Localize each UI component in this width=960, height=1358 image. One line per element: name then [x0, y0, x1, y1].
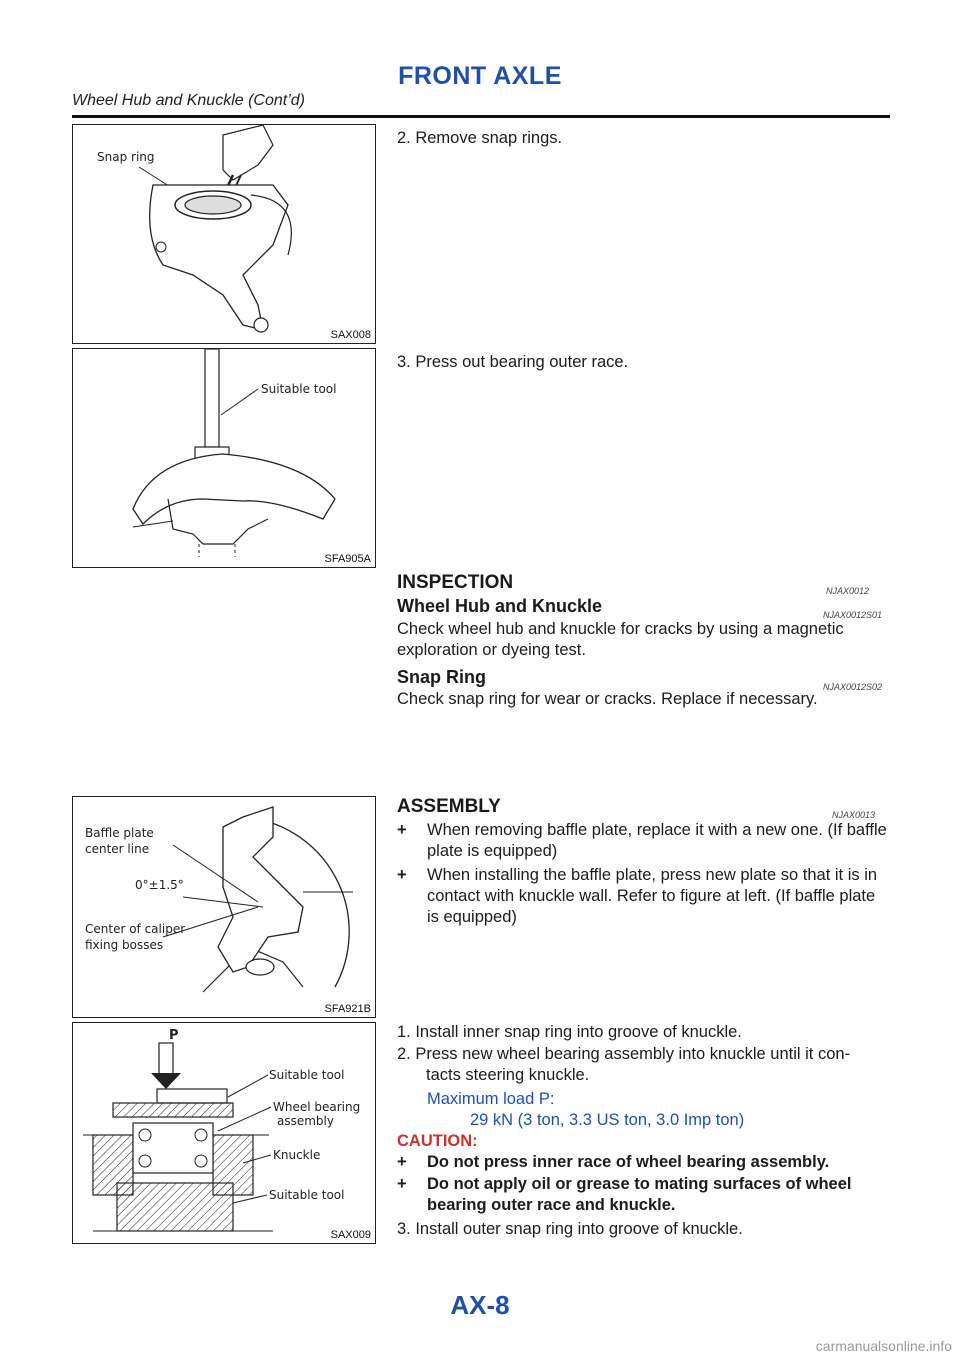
snap-ring-illustration [73, 125, 375, 343]
svg-text:Suitable tool: Suitable tool [269, 1188, 345, 1202]
assembly-bullet-1: + When removing baffle plate, replace it with a new one. (If baffle plate is equipped) [397, 821, 887, 860]
svg-text:center line: center line [85, 842, 150, 856]
svg-text:Knuckle: Knuckle [273, 1148, 321, 1162]
hub-knuckle-ref: NJAX0012S01 [823, 610, 883, 620]
svg-text:P: P [169, 1028, 179, 1043]
max-load-label: Maximum load P: [427, 1090, 555, 1108]
figure-code: SAX008 [330, 329, 371, 341]
svg-text:assembly: assembly [277, 1114, 334, 1128]
bullet-symbol: + [397, 866, 407, 884]
bullet-symbol: + [397, 1153, 407, 1171]
caution-label: CAUTION: [397, 1132, 478, 1150]
svg-text:0°±1.5°: 0°±1.5° [135, 878, 184, 892]
assembly-heading: ASSEMBLY [397, 796, 501, 817]
baffle-plate-illustration [73, 797, 375, 1017]
figure-baffle-plate [72, 796, 376, 1018]
figure-press-outer-race [72, 348, 376, 568]
caution-item-2: + Do not apply oil or grease to mating surfaces of wheel bearing outer race and knuckle. [397, 1175, 852, 1214]
step-press-bearing-1: 2. Press new wheel bearing assembly into knuckle until it con- [397, 1045, 851, 1063]
figure-code: SAX009 [330, 1229, 371, 1241]
step-press-out-outer-race: 3. Press out bearing outer race. [397, 353, 629, 371]
figure-label: Suitable tool [261, 382, 337, 396]
press-tool-illustration [73, 349, 375, 567]
hub-knuckle-text-1: Check wheel hub and knuckle for cracks by using a magnetic [397, 620, 844, 638]
page-code: AX-8 [450, 1290, 510, 1320]
watermark: carmanualsonline.info [815, 1338, 952, 1354]
figure-code: SFA921B [324, 1003, 371, 1015]
snap-ring-heading: Snap Ring [397, 667, 486, 687]
snap-ring-ref: NJAX0012S02 [823, 682, 883, 692]
hub-knuckle-text-2: exploration or dyeing test. [397, 641, 586, 659]
assembly-bullet-2: + When installing the baffle plate, press new plate so that it is in contact with knuckle wall. Refer to figure at left. (If baffle plate is equipped) [397, 866, 878, 926]
svg-text:Wheel bearing: Wheel bearing [273, 1100, 361, 1114]
caution-item-1: + Do not press inner race of wheel bearing assembly. [397, 1153, 830, 1171]
step-remove-snap-rings: 2. Remove snap rings. [397, 129, 563, 147]
svg-text:Baffle plate: Baffle plate [85, 826, 154, 840]
inspection-ref: NJAX0012 [826, 586, 870, 596]
bullet-symbol: + [397, 1175, 407, 1193]
svg-text:Center of caliper: Center of caliper [85, 922, 186, 936]
figure-bearing-install [72, 1022, 376, 1244]
figure-snap-ring-removal [72, 124, 376, 344]
figure-code: SFA905A [324, 553, 371, 565]
header-rule [72, 115, 890, 118]
svg-text:Suitable tool: Suitable tool [269, 1068, 345, 1082]
bearing-press-illustration [73, 1023, 375, 1243]
max-load-value: 29 kN (3 ton, 3.3 US ton, 3.0 Imp ton) [470, 1111, 745, 1129]
step-install-inner-snap-ring: 1. Install inner snap ring into groove of knuckle. [397, 1023, 742, 1041]
snap-ring-text: Check snap ring for wear or cracks. Replace if necessary. [397, 690, 818, 708]
inspection-heading: INSPECTION [397, 572, 514, 593]
figure-label: Snap ring [97, 150, 155, 164]
bullet-symbol: + [397, 821, 407, 839]
section-subtitle: Wheel Hub and Knuckle (Cont’d) [72, 92, 306, 109]
svg-text:fixing bosses: fixing bosses [85, 938, 164, 952]
assembly-ref: NJAX0013 [832, 810, 876, 820]
step-install-outer-snap-ring: 3. Install outer snap ring into groove of knuckle. [397, 1220, 743, 1238]
step-press-bearing-2: tacts steering knuckle. [426, 1066, 590, 1084]
hub-knuckle-heading: Wheel Hub and Knuckle [397, 596, 603, 616]
section-title: FRONT AXLE [398, 62, 562, 90]
